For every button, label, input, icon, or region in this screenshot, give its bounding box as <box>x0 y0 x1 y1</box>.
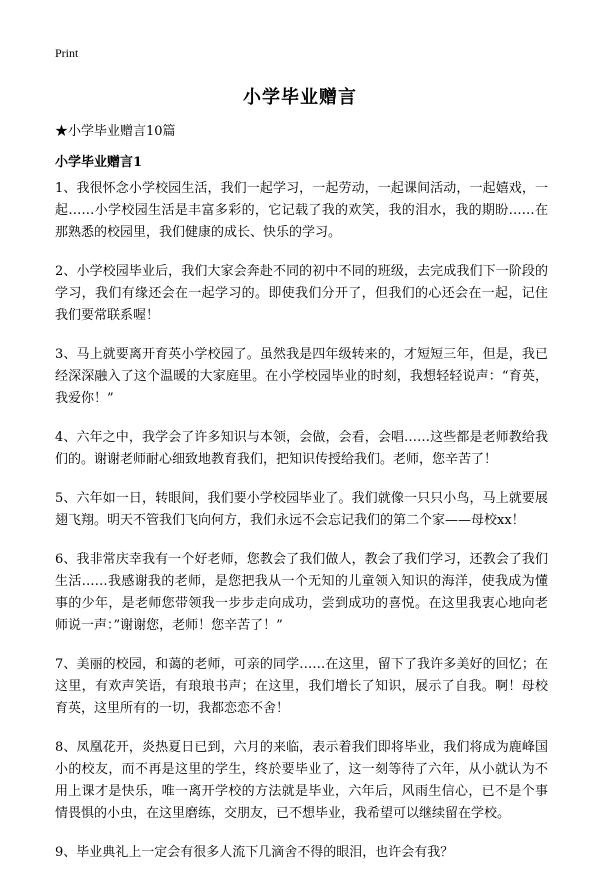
paragraph-3: 3、马上就要离开育英小学校园了。虽然我是四年级转来的，才短短三年，但是，我已经深深融入了这个温暖的大家庭里。在小学校园毕业的时刻，我想轻轻说声：“育英，我爱你！” <box>55 347 548 406</box>
page-title: 小学毕业赠言 <box>243 87 357 108</box>
paragraph-7: 7、美丽的校园，和蔼的老师，可亲的同学……在这里，留下了我许多美好的回忆；在这里，有欢声笑语，有琅琅书声；在这里，我们增长了知识，展示了自我。啊！母校育英，这里所有的一切，我都恋恋不舍！ <box>55 657 548 716</box>
print-link[interactable]: Print <box>55 46 79 60</box>
paragraph-list <box>55 178 548 881</box>
paragraph-8: 8、凤凰花开，炎热夏日已到，六月的来临，表示着我们即将毕业，我们将成为鹿峰国小的校友，而不再是这里的学生，终於要毕业了，这一刻等待了六年，从小就认为不用上课才是快乐，唯一离开学校的方法就是毕业，六年后，风雨生信心，已不是个事情畏惧的小虫，在这里磨练，交朋友，已不想毕业，我希望可以继续留在学校。 <box>55 740 548 821</box>
section-heading: 小学毕业赠言1 <box>55 155 143 170</box>
paragraph-1: 1、我很怀念小学校园生活，我们一起学习，一起劳动，一起课间活动，一起嬉戏，一起……小学校园生活是丰富多彩的，它记载了我的欢笑，我的泪水，我的期盼……在那熟悉的校园里，我们健康的成长、快乐的学习。 <box>55 181 548 240</box>
paragraph-9: 9、毕业典礼上一定会有很多人流下几滴舍不得的眼泪，也许会有我？ <box>55 845 454 860</box>
paragraph-6: 6、我非常庆幸我有一个好老师，您教会了我们做人，教会了我们学习，还教会了我们生活……我感谢我的老师，是您把我从一个无知的儿童领入知识的海洋，使我成为懂事的少年，是老师您带领我一步步走向成功，尝到成功的喜悦。在这里我衷心地向老师说一声：”谢谢您，老师！您辛苦了！” <box>55 552 548 633</box>
paragraph-2: 2、小学校园毕业后，我们大家会奔赴不同的初中不同的班级，去完成我们下一阶段的学习，我们有缘还会在一起学习的。即使我们分开了，但我们的心还会在一起，记住我们要常联系喔！ <box>55 264 548 323</box>
document-subtitle: ★小学毕业赠言10篇 <box>55 124 176 139</box>
paragraph-4: 4、六年之中，我学会了许多知识与本领，会做，会看，会唱……这些都是老师教给我们的。谢谢老师耐心细致地教育我们，把知识传授给我们。老师，您辛苦了！ <box>55 430 548 467</box>
paragraph-5: 5、六年如一日，转眼间，我们要小学校园毕业了。我们就像一只只小鸟，马上就要展翅飞翔。明天不管我们飞向何方，我们永远不会忘记我们的第二个家——母校xx！ <box>55 491 548 528</box>
